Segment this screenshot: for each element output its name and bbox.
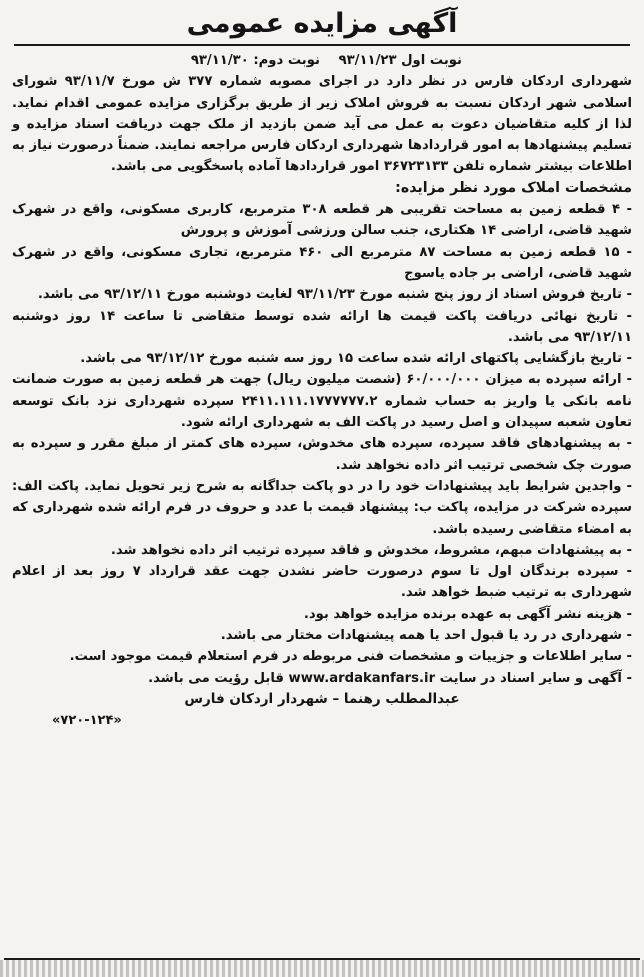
list-item: - ۴ قطعه زمین به مساحت تقریبی هر قطعه ۳۰۸ مترمربع، کاربری مسکونی، واقع در شهرک شهید قاضی، اراضی ۱۴ هکتاری، جنب سالن ورزشی آموزش و پرورش bbox=[12, 199, 632, 242]
list-item: - سایر اطلاعات و جزییات و مشخصات فنی مربوطه در فرم استعلام قیمت موجود است. bbox=[12, 646, 632, 667]
list-item: - ارائه سپرده به میزان ۶۰/۰۰۰/۰۰۰ (شصت میلیون ریال) جهت هر قطعه زمین به صورت ضمانت نامه بانکی یا واریز به حساب شماره ۲۴۱۱.۱۱۱.۱۷۷۷۷۷۷.۲ سپرده شهرداری نزد بانک توسعه تعاون شعبه سپیدان و اصل رسید در پاکت الف به شهرداری ارائه شود. bbox=[12, 369, 632, 433]
page-title: آگهی مزایده عمومی bbox=[186, 8, 458, 39]
first-round: نوبت اول ۹۳/۱۱/۲۳ bbox=[338, 53, 462, 68]
list-item: - سپرده برندگان اول تا سوم درصورت حاضر نشدن جهت عقد قرارداد ۷ روز بعد از اعلام شهرداری به ترتیب ضبط خواهد شد. bbox=[12, 561, 632, 604]
conditions-list bbox=[12, 199, 632, 689]
list-item: - تاریخ فروش اسناد از روز پنج شنبه مورخ ۹۳/۱۱/۲۳ لغایت دوشنبه مورخ ۹۳/۱۲/۱۱ می باشد. bbox=[12, 284, 632, 305]
list-item: - ۱۵ قطعه زمین به مساحت ۸۷ مترمربع الی ۴۶۰ مترمربع، تجاری مسکونی، واقع در شهرک شهید قاضی، اراضی بر جاده یاسوج bbox=[12, 242, 632, 285]
list-item: - تاریخ نهائی دریافت پاکت قیمت ها ارائه شده توسط متقاضی تا ساعت ۱۴ روز دوشنبه ۹۳/۱۲/۱۱ می باشد. bbox=[12, 306, 632, 349]
properties-heading: مشخصات املاک مورد نظر مزایده: bbox=[395, 179, 632, 196]
title-divider bbox=[14, 44, 630, 46]
list-item: - واجدین شرایط باید پیشنهادات خود را در دو پاکت جداگانه به شرح زیر تحویل نماید. پاکت الف: سپرده شرکت در مزایده، پاکت ب: پیشنهاد قیمت با عدد و حروف در فرم ارائه شده شهرداری که به امضاء متقاضی رسیده باشد. bbox=[12, 476, 632, 540]
intro-paragraph: شهرداری اردکان فارس در نظر دارد در اجرای مصوبه شماره ۳۷۷ ش مورخ ۹۳/۱۱/۷ شورای اسلامی شهر اردکان نسبت به فروش املاک زیر از طریق برگزاری مزایده عمومی اقدام نماید. لذا از کلیه متقاضیان دعوت به عمل می آید ضمن بازدید از ملک جهت دریافت اسناد مزایده و تسلیم پیشنهادها به امور قراردادها شهرداری اردکان فارس مراجعه نمایند. ضمناً درصورت نیاز به اطلاعات بیشتر شماره تلفن ۳۶۷۲۳۱۳۳ امور قراردادها آماده پاسخگویی می باشد. bbox=[12, 74, 633, 175]
adjacent-ad-fragment bbox=[0, 960, 644, 977]
ad-code: «۷۲۰-۱۲۴» bbox=[52, 713, 122, 729]
list-item: - شهرداری در رد یا قبول احد یا همه پیشنهادات مختار می باشد. bbox=[12, 625, 632, 646]
list-item: - آگهی و سایر اسناد در سایت www.ardakanfars.ir قابل رؤیت می باشد. bbox=[12, 668, 632, 689]
list-item: - تاریخ بازگشایی پاکتهای ارائه شده ساعت ۱۵ روز سه شنبه مورخ ۹۳/۱۲/۱۲ می باشد. bbox=[12, 348, 632, 369]
signature: عبدالمطلب رهنما – شهردار اردکان فارس bbox=[184, 690, 460, 707]
second-round: نوبت دوم: ۹۳/۱۱/۳۰ bbox=[190, 53, 320, 68]
publication-rounds bbox=[12, 50, 632, 71]
list-item: - به پیشنهادات مبهم، مشروط، مخدوش و فاقد سپرده ترتیب اثر داده نخواهد شد. bbox=[12, 540, 632, 561]
list-item: - به پیشنهادهای فاقد سپرده، سپرده های مخدوش، سپرده های کمتر از مبلغ مقرر و سپرده به صورت چک شخصی ترتیب اثر داده نخواهد شد. bbox=[12, 433, 632, 476]
list-item: - هزینه نشر آگهی به عهده برنده مزایده خواهد بود. bbox=[12, 604, 632, 625]
announcement-body bbox=[8, 50, 636, 732]
